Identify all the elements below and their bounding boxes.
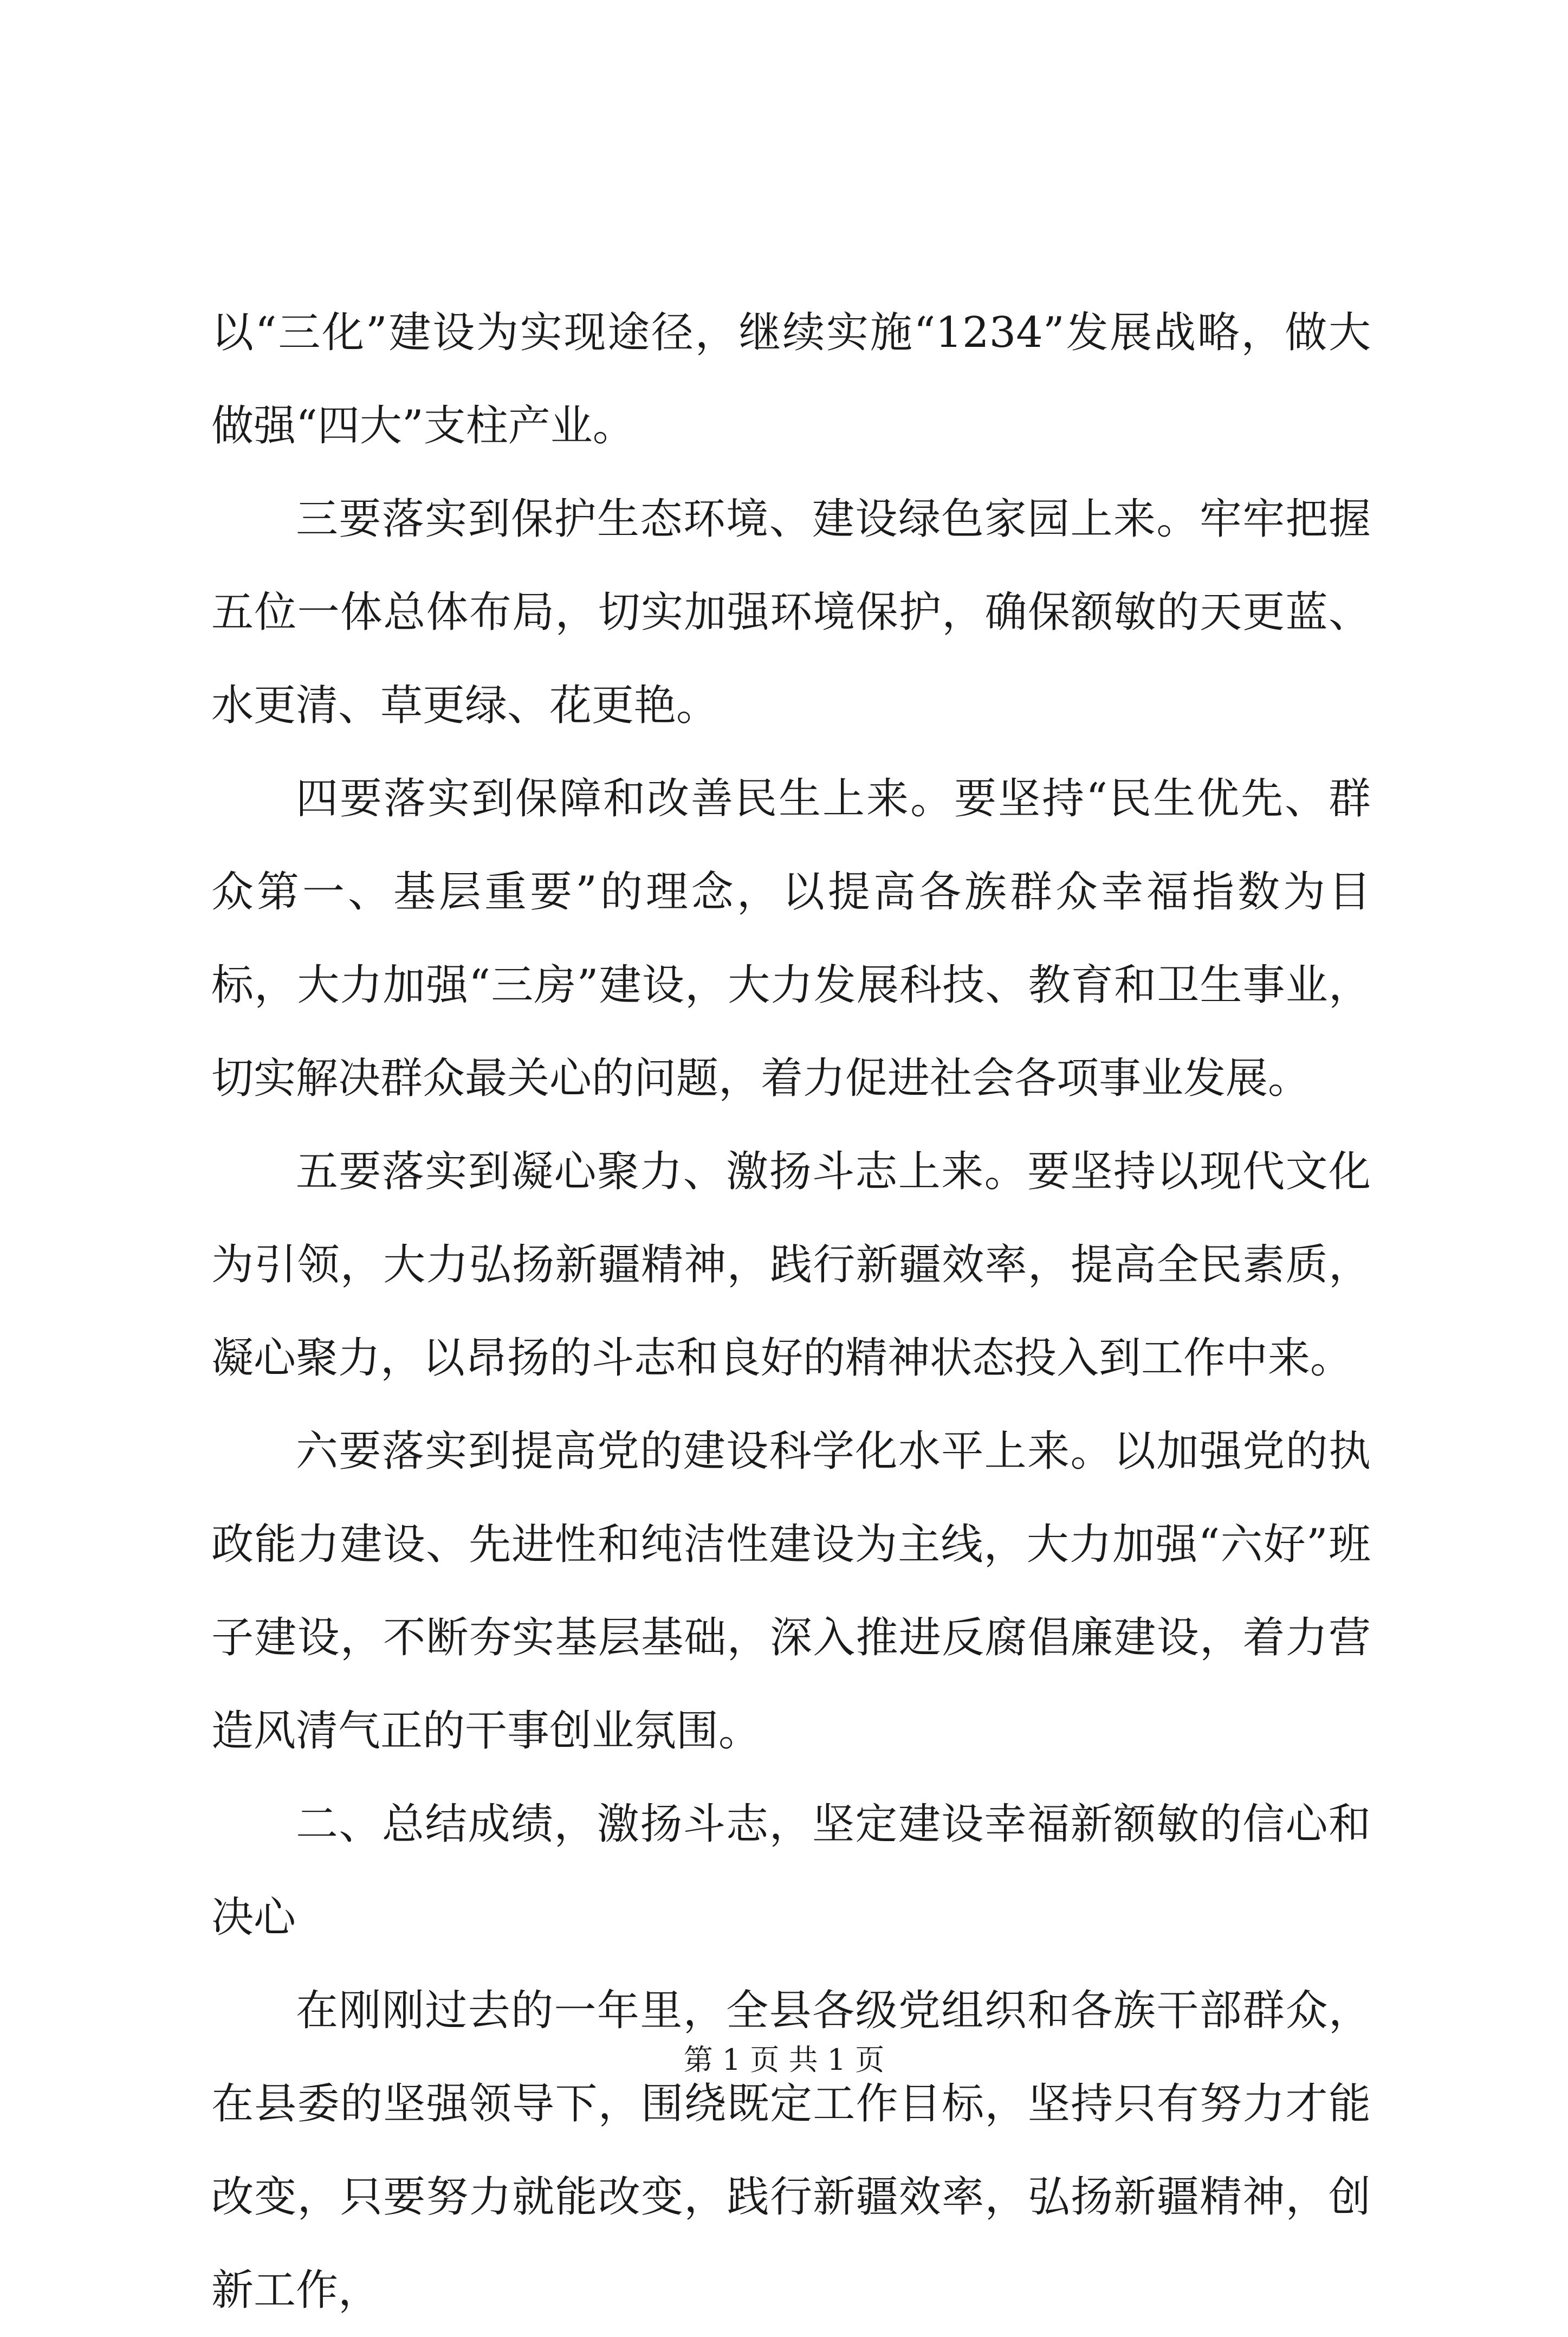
paragraph-4: 五要落实到凝心聚力、激扬斗志上来。要坚持以现代文化为引领，大力弘扬新疆精神，践行新疆效率，提高全民素质，凝心聚力，以昂扬的斗志和良好的精神状态投入到工作中来。 (211, 1147, 1371, 1383)
page-footer: 第 1 页 共 1 页 (683, 2043, 885, 2077)
paragraph-3: 四要落实到保障和改善民生上来。要坚持“民生优先、群众第一、基层重要”的理念，以提高各族群众幸福指数为目标，大力加强“三房”建设，大力发展科技、教育和卫生事业，切实解决群众最关心的问题，着力促进社会各项事业发展。 (211, 774, 1371, 1103)
document-body (211, 286, 1371, 2337)
paragraph-7: 在刚刚过去的一年里，全县各级党组织和各族干部群众，在县委的坚强领导下，围绕既定工作目标，坚持只有努力才能改变，只要努力就能改变，践行新疆效率，弘扬新疆精神，创新工作， (211, 1986, 1371, 2315)
paragraph-2: 三要落实到保护生态环境、建设绿色家园上来。牢牢把握五位一体总体布局，切实加强环境保护，确保额敏的天更蓝、水更清、草更绿、花更艳。 (211, 495, 1371, 730)
section-heading: 二、总结成绩，激扬斗志，坚定建设幸福新额敏的信心和决心 (211, 1800, 1371, 1942)
paragraph-1: 以“三化”建设为实现途径，继续实施“1234”发展战略，做大做强“四大”支柱产业。 (211, 308, 1371, 450)
paragraph-5: 六要落实到提高党的建设科学化水平上来。以加强党的执政能力建设、先进性和纯洁性建设为主线，大力加强“六好”班子建设，不断夯实基层基础，深入推进反腐倡廉建设，着力营造风清气正的干事创业氛围。 (211, 1427, 1371, 1755)
